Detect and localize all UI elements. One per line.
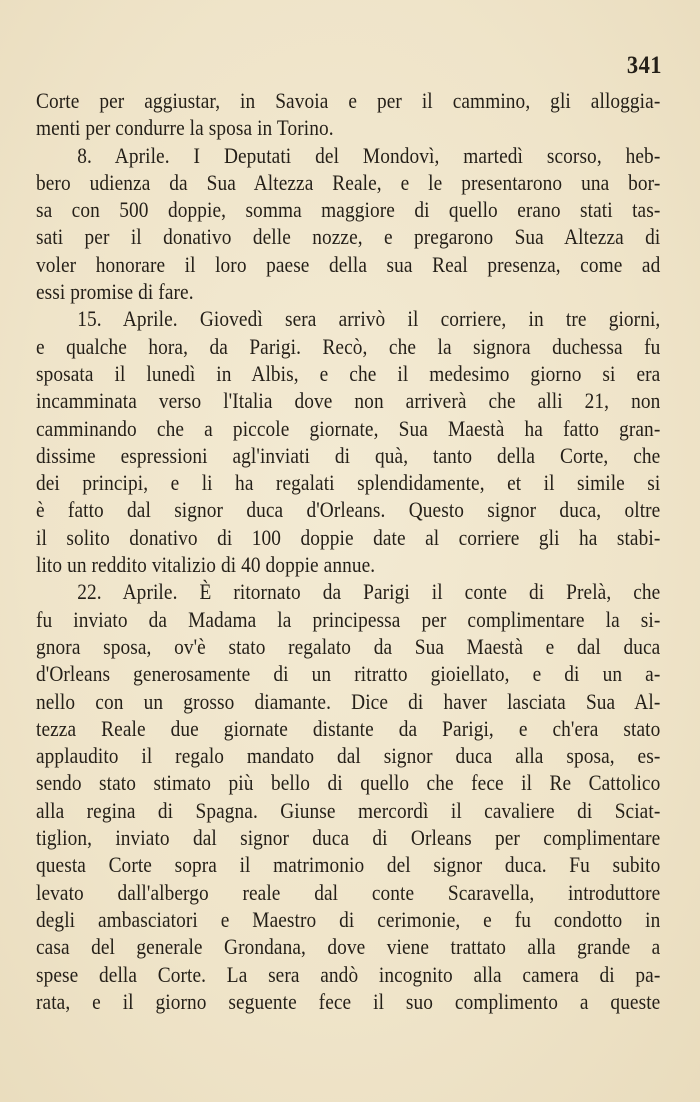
text-line: lito un reddito vitalizio di 40 doppie annue. — [36, 552, 376, 578]
text-line: sposata il lunedì in Albis, e che il medesimo giorno si era — [36, 360, 661, 386]
text-line: essi promise di fare. — [36, 279, 194, 305]
text-line: questa Corte sopra il matrimonio del signor duca. Fu subito — [36, 852, 661, 878]
body-text — [36, 87, 661, 1015]
text-line: è fatto dal signor duca d'Orleans. Questo signor duca, oltre — [36, 497, 661, 523]
text-line: tiglion, inviato dal signor duca di Orleans per complimentare — [36, 825, 661, 851]
text-line: levato dall'albergo reale dal conte Scaravella, introduttore — [36, 879, 661, 905]
text-line: sendo stato stimato più bello di quello che fece il Re Cattolico — [36, 770, 661, 796]
text-line: nello con un grosso diamante. Dice di haver lasciata Sua Al- — [36, 688, 661, 714]
text-line: 8. Aprile. I Deputati del Mondovì, martedì scorso, heb- — [77, 142, 661, 168]
text-line: d'Orleans generosamente di un ritratto gioiellato, e di un a- — [36, 661, 661, 687]
text-line: e qualche hora, da Parigi. Recò, che la signora duchessa fu — [36, 333, 661, 359]
text-line: dei principi, e li ha regalati splendidamente, et il simile si — [36, 470, 661, 496]
text-line: 22. Aprile. È ritornato da Parigi il conte di Prelà, che — [77, 579, 661, 605]
text-line: gnora sposa, ov'è stato regalato da Sua Maestà e dal duca — [36, 633, 661, 659]
text-line: Corte per aggiustar, in Savoia e per il cammino, gli alloggia- — [36, 88, 661, 113]
text-line: 15. Aprile. Giovedì sera arrivò il corriere, in tre giorni, — [77, 306, 661, 332]
text-line: casa del generale Grondana, dove viene trattato alla grande a — [36, 934, 661, 960]
text-line: degli ambasciatori e Maestro di cerimonie, e fu condotto in — [36, 906, 661, 932]
text-line: il solito donativo di 100 doppie date al corriere gli ha stabi- — [36, 524, 661, 550]
text-line: fu inviato da Madama la principessa per complimentare la si- — [36, 606, 661, 632]
text-line: menti per condurre la sposa in Torino. — [36, 115, 334, 141]
text-line: dissime espressioni agl'inviati di quà, tanto della Corte, che — [36, 442, 661, 468]
text-line: applaudito il regalo mandato dal signor duca alla sposa, es- — [36, 743, 661, 769]
text-line: voler honorare il loro paese della sua Real presenza, come ad — [36, 251, 661, 277]
text-line: sati per il donativo delle nozze, e pregarono Sua Altezza di — [36, 224, 661, 250]
text-line: incamminata verso l'Italia dove non arriverà che alli 21, non — [36, 388, 661, 414]
page-number: 341 — [626, 52, 662, 79]
text-line: tezza Reale due giornate distante da Parigi, e ch'era stato — [36, 715, 661, 741]
text-line: sa con 500 doppie, somma maggiore di quello erano stati tas- — [36, 197, 661, 223]
text-line: spese della Corte. La sera andò incognito alla camera di pa- — [36, 961, 661, 987]
text-line: rata, e il giorno seguente fece il suo complimento a queste — [36, 988, 661, 1014]
text-line: alla regina di Spagna. Giunse mercordì il cavaliere di Sciat- — [36, 797, 661, 823]
text-line: camminando che a piccole giornate, Sua Maestà ha fatto gran- — [36, 415, 661, 441]
text-line: bero udienza da Sua Altezza Reale, e le presentarono una bor- — [36, 169, 661, 195]
